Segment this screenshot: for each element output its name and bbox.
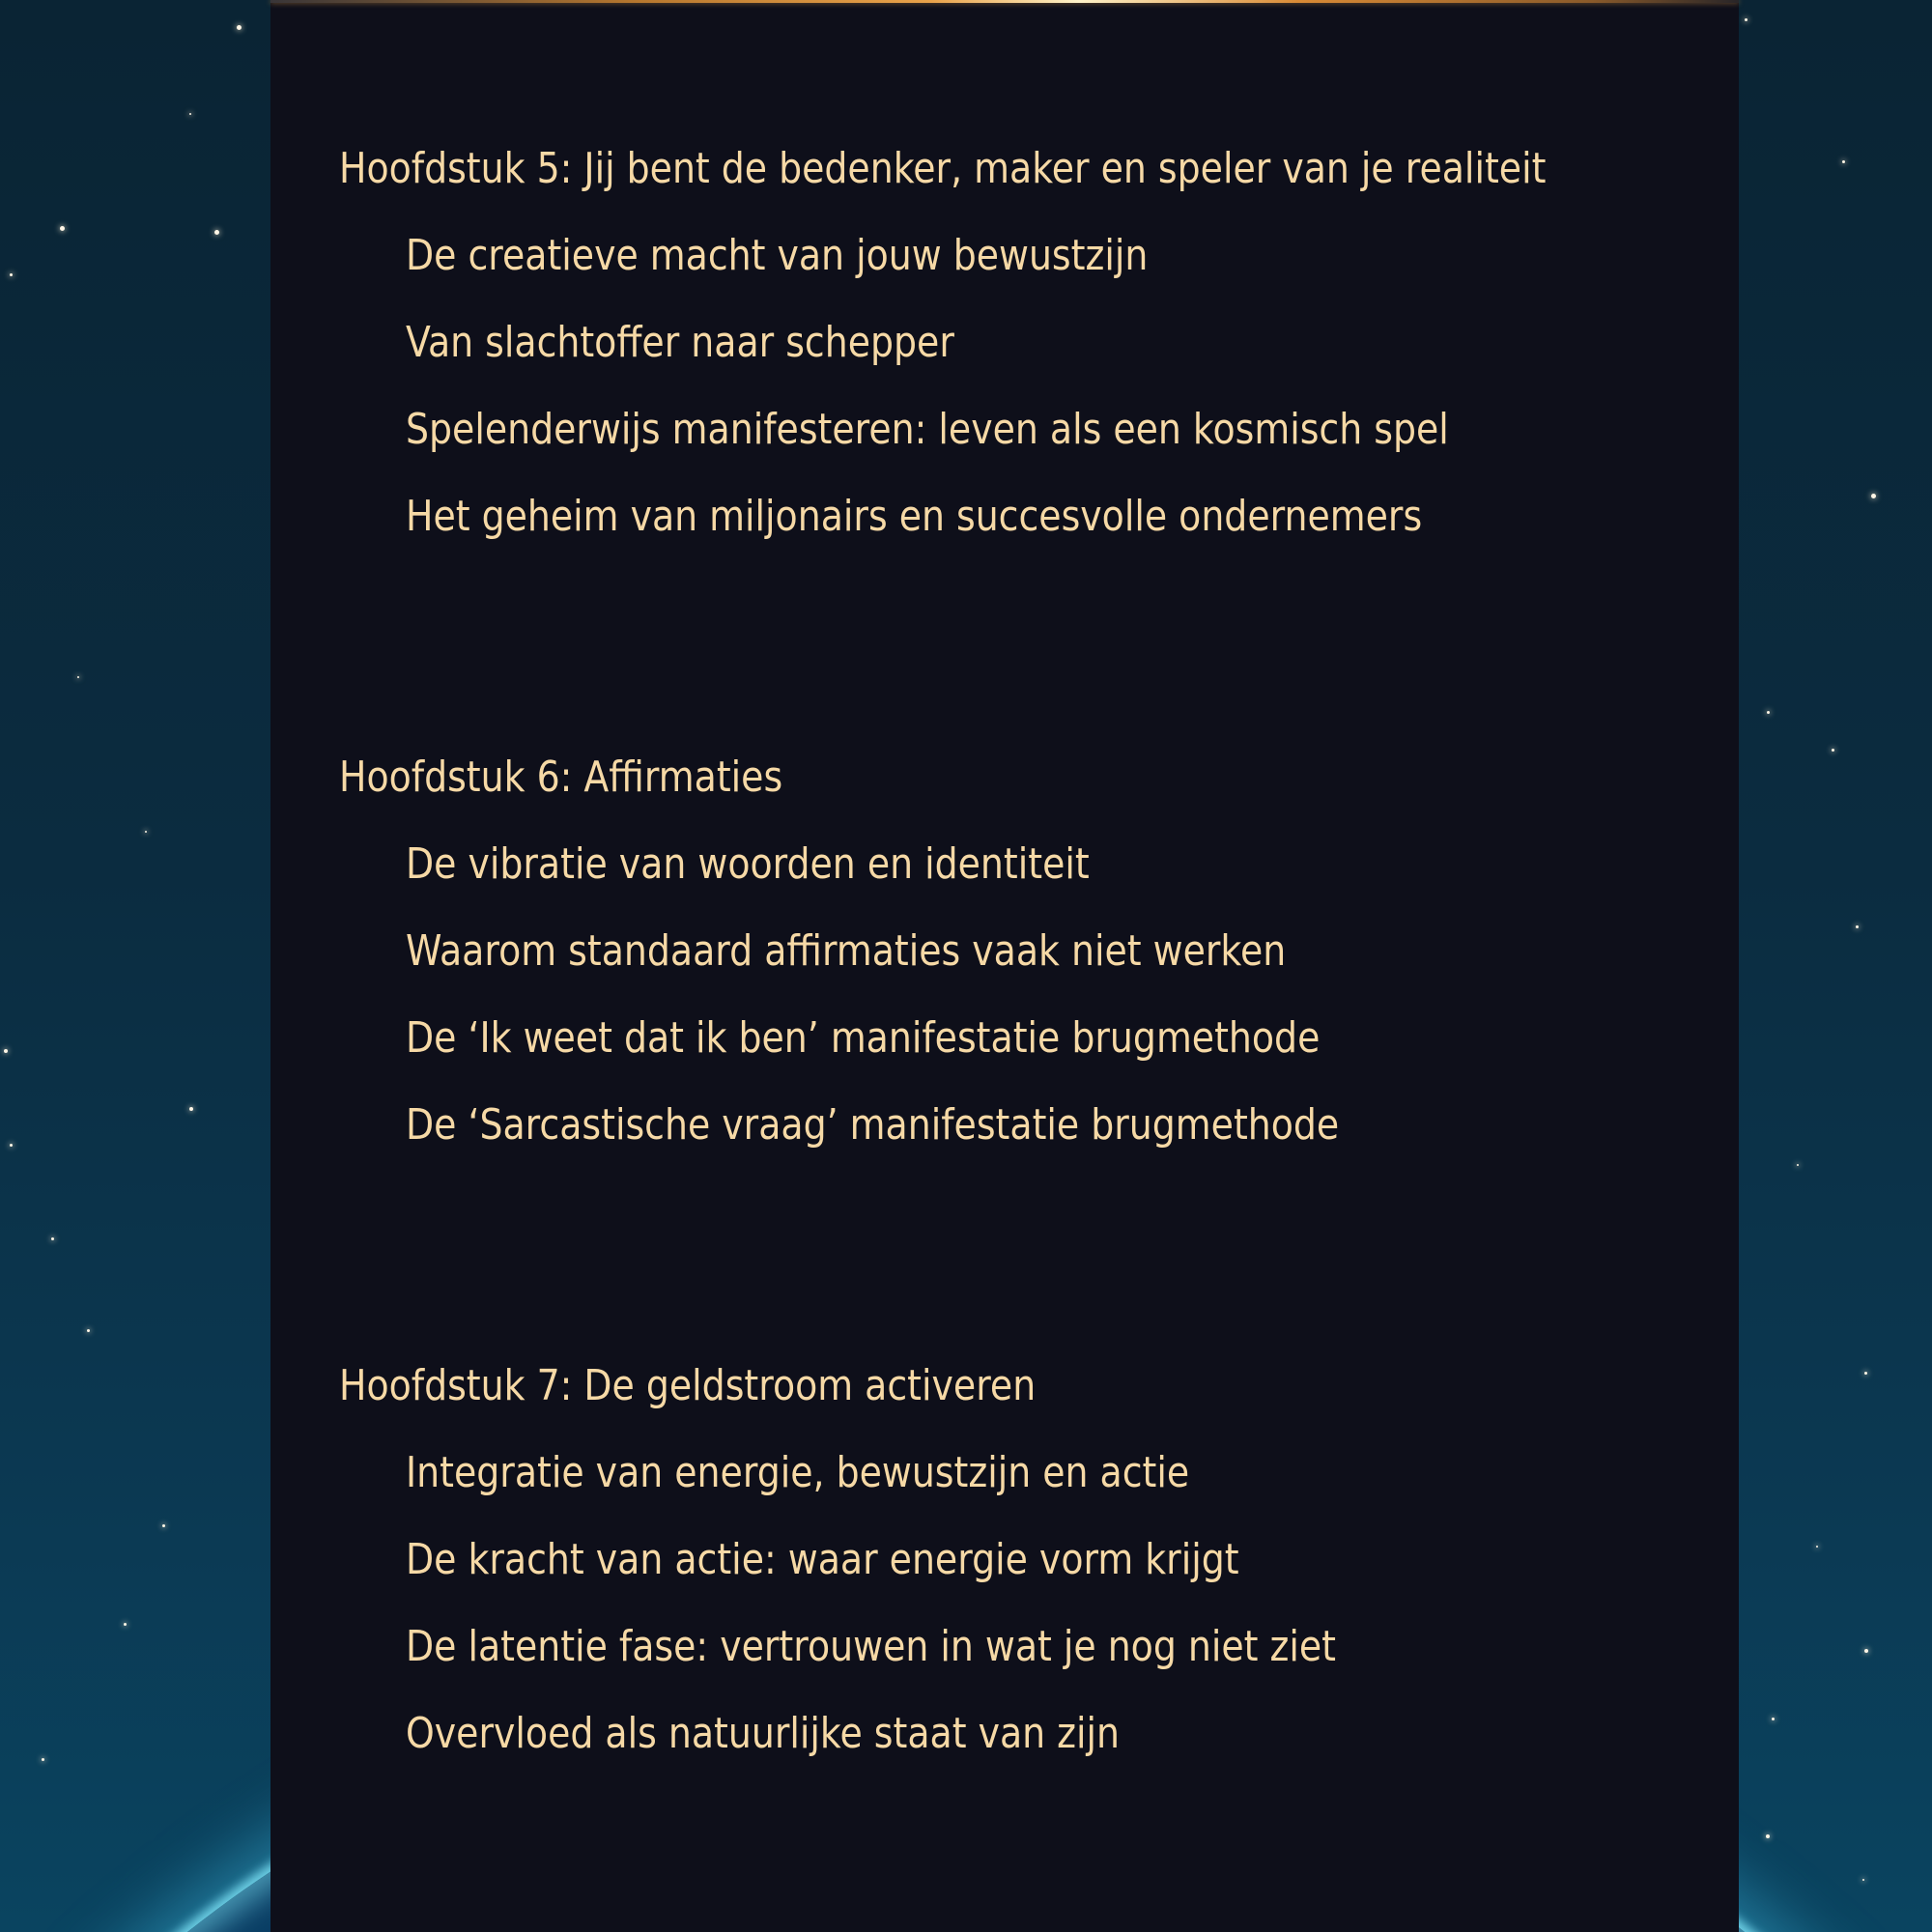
top-glow-divider <box>270 0 1739 3</box>
star-icon <box>1745 18 1747 21</box>
star-icon <box>1842 160 1845 163</box>
toc-item: Spelenderwijs manifesteren: leven als een kosmisch spel <box>406 405 1449 454</box>
table-of-contents <box>270 0 1739 1932</box>
chapter-heading: Hoofdstuk 7: De geldstroom activeren <box>339 1361 1037 1410</box>
star-icon <box>42 1758 44 1761</box>
chapter-heading: Hoofdstuk 5: Jij bent de bedenker, maker en speler van je realiteit <box>339 144 1547 193</box>
star-icon <box>1797 1164 1799 1166</box>
star-icon <box>1772 1718 1775 1720</box>
star-icon <box>1767 711 1770 714</box>
toc-item: De kracht van actie: waar energie vorm krijgt <box>406 1535 1239 1584</box>
star-icon <box>1862 1879 1864 1881</box>
toc-item: De ‘Sarcastische vraag’ manifestatie brugmethode <box>406 1100 1340 1150</box>
toc-item: De vibratie van woorden en identiteit <box>406 839 1090 889</box>
star-icon <box>60 226 65 231</box>
star-icon <box>145 831 147 833</box>
star-icon <box>237 25 242 30</box>
star-icon <box>10 273 13 276</box>
toc-item: De creatieve macht van jouw bewustzijn <box>406 231 1149 280</box>
star-icon <box>1766 1834 1770 1838</box>
chapter-heading: Hoofdstuk 6: Affirmaties <box>339 753 783 802</box>
toc-item: Overvloed als natuurlijke staat van zijn <box>406 1709 1121 1758</box>
toc-item: Integratie van energie, bewustzijn en actie <box>406 1448 1190 1497</box>
star-icon <box>214 230 219 235</box>
toc-item: Het geheim van miljonairs en succesvolle ondernemers <box>406 492 1423 541</box>
star-icon <box>1871 494 1876 498</box>
star-icon <box>1832 749 1834 752</box>
star-icon <box>124 1623 127 1626</box>
star-icon <box>162 1524 165 1527</box>
star-icon <box>189 113 191 115</box>
star-icon <box>189 1107 193 1111</box>
star-icon <box>87 1329 90 1332</box>
toc-item: Van slachtoffer naar schepper <box>406 318 954 367</box>
content-panel <box>270 0 1739 1932</box>
star-icon <box>10 1144 13 1147</box>
star-icon <box>1864 1649 1868 1653</box>
toc-item: Waarom standaard affirmaties vaak niet werken <box>406 926 1287 976</box>
toc-item: De ‘Ik weet dat ik ben’ manifestatie brugmethode <box>406 1013 1321 1063</box>
star-icon <box>4 1049 8 1053</box>
star-icon <box>77 676 79 678</box>
star-icon <box>1816 1546 1818 1548</box>
toc-item: De latentie fase: vertrouwen in wat je nog niet ziet <box>406 1622 1337 1671</box>
star-icon <box>51 1237 54 1240</box>
star-icon <box>1856 925 1859 928</box>
star-icon <box>1864 1372 1867 1375</box>
